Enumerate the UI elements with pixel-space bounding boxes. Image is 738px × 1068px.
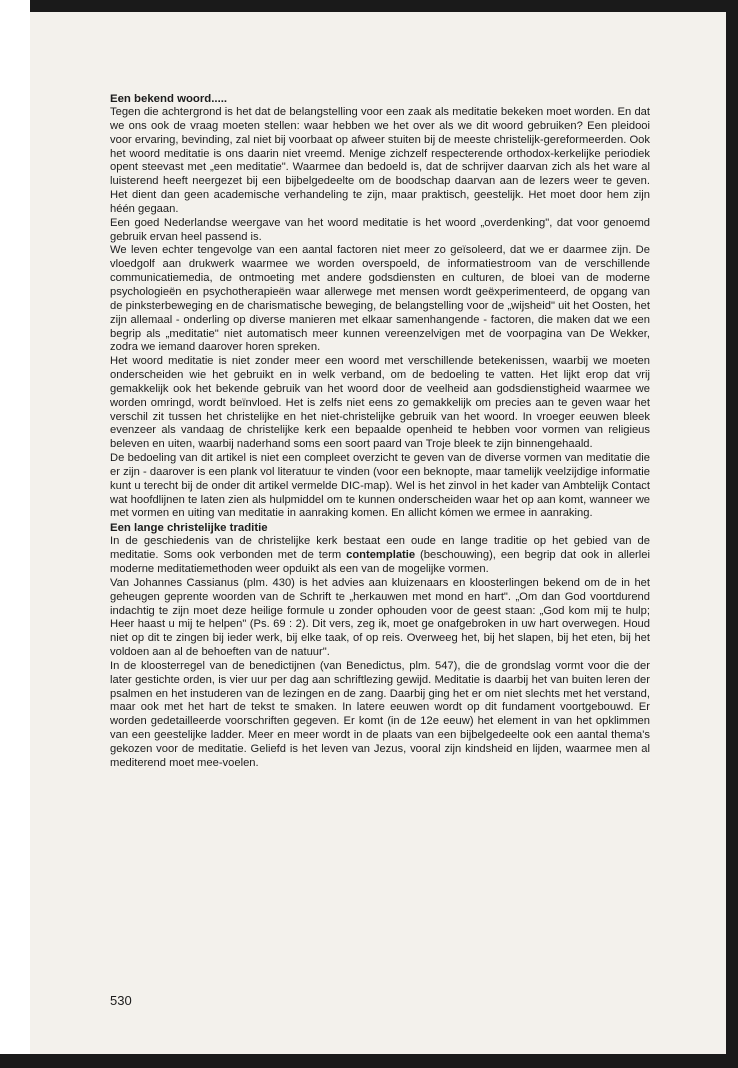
page-number: 530 [110, 993, 132, 1008]
paragraph: In de kloosterregel van de benedictijnen (van Benedictus, plm. 547), die de grondslag vormt voor die der later gestichte orden, is vier uur per dag aan schriftlezing gewijd. Meditatie is daarbij het van buiten leren der psalmen en het instuderen van de lezingen en de zang. Daarbij ging het er om niet slechts met het verstand, maar ook met het hart de tekst te smaken. In latere eeuwen wordt op dit fundament voortgebouwd. Er worden gedetailleerde voorschriften gegeven. Er komt (in de 12e eeuw) het element in van het opklimmen van een geestelijke ladder. Meer en meer wordt in de plaats van een bijbelgedeelte ook een aantal thema's gekozen voor de meditatie. Geliefd is het leven van Jezus, vooral zijn kindsheid en lijden, waarmee men al mediterend moet mee-voelen. [110, 659, 650, 769]
paragraph: Van Johannes Cassianus (plm. 430) is het advies aan kluizenaars en kloosterlingen bekend om de in het geheugen geprente woorden van de Schrift te „herkauwen met mond en hart". „Om dan God voortdurend indachtig te zijn moet deze heilige formule u zonder ophouden voor de geest staan: „God kom mij te hulp; Heer haast u mij te helpen" (Ps. 69 : 2). Dit vers, zeg ik, moet ge onafgebroken in uw hart overwegen. Houd niet op dit te zingen bij ieder werk, bij elke taak, of op reis. Overweeg het, bij het slapen, bij het eten, bij het voldoen aan al de behoeften van de natuur". [110, 576, 650, 659]
paragraph: Tegen die achtergrond is het dat de belangstelling voor een zaak als meditatie bekeken moet worden. En dat we ons ook de vraag moeten stellen: waar hebben we het over als we dit woord gebruiken? Een pleidooi voor ervaring, bevinding, zal niet bij voorbaat op afweer stuiten bij de meeste christelijk-gereformeerden. Ook het woord meditatie is ons daarin niet vreemd. Menige zichzelf respecterende orthodox-kerkelijke periodiek opent steevast met „een meditatie". Waarmee dan bedoeld is, dat de schrijver daarvan zich als het ware al luisterend heeft neergezet bij een bijbelgedeelte om de boodschap daarvan aan de lezers weer te geven. Het dient dan geen academische verhandeling te zijn, maar praktisch, geestelijk. Het moet door hem zijn héén gegaan. [110, 106, 650, 215]
paragraph-text: (beschouwing), een begrip dat ook in allerlei moderne meditatiemethoden weer opduikt als een van de mogelijke vormen. [110, 549, 650, 575]
paragraph: Het woord meditatie is niet zonder meer een woord met verschillende betekenissen, waarbij we moeten onderscheiden wie het gebruikt en in welk verband, om de bedoeling te vatten. Het lijkt erop dat vrij gemakkelijk ook het bekende gebruik van het woord door de veelheid aan godsdienstigheid waarmee we worden omringd, wordt beïnvloed. Het is zelfs niet eens zo gemakkelijk om precies aan te geven waar het verschil zit tussen het christelijke en het niet-christelijke gebruik van het woord. In vroeger eeuwen bleek evenzeer als vandaag de christelijke kerk een bepaalde openheid te hebben voor vormen van religieus beleven en uiten, waarbij naderhand soms een soort paard van Troje bleek te zijn binnengehaald. [110, 355, 650, 451]
scan-margin-left [0, 0, 30, 1068]
bold-term: contemplatie [346, 549, 416, 562]
paragraph: We leven echter tengevolge van een aantal factoren niet meer zo geïsoleerd, dat we er daarmee zijn. De vloedgolf aan drukwerk waarmee we worden overspoeld, de informatiestroom van de verschillende communicatiemedia, de ontmoeting met andere godsdiensten en culturen, de bloei van de moderne psychologieën en psychotherapieën waar allerwege met mensen wordt geëxperimenteerd, de opgang van de pinksterbeweging en de charismatische beweging, de belangstelling voor de „wijsheid" uit het Oosten, het zijn allemaal - onderling op diverse manieren met elkaar samenhangende - factoren, die maken dat we een begrip als „meditatie" niet automatisch meer kunnen vereenzelvigen met de voorpagina van De Wekker, zodra we iemand daarover horen spreken. [110, 244, 650, 354]
scan-border-right [726, 0, 738, 1068]
section-heading-bekend-woord: Een bekend woord..... [110, 93, 228, 105]
paragraph: De bedoeling van dit artikel is niet een compleet overzicht te geven van de diverse vormen van meditatie die er zijn - daarover is een plank vol literatuur te vinden (voor een beknopte, maar tamelijk veelzijdige informatie kunt u terecht bij de onder dit artikel vermelde DIC-map). Wel is het zinvol in het kader van Ambtelijk Contact wat hoofdlijnen te laten zien als hulpmiddel om te kunnen onderscheiden waar het op aan komt, wanneer we met vormen en uiting van meditatie in aanraking komen. En allicht kómen we ermee in aanraking. [110, 452, 650, 520]
paragraph-text: In de geschiedenis van de christelijke kerk bestaat een oude en lange traditie op het gebied van de meditatie. Soms ook verbonden met de term [110, 535, 650, 562]
scan-border-bottom [0, 1054, 738, 1068]
paragraph [110, 535, 650, 577]
scan-border-top [0, 0, 738, 12]
section-heading-christelijke-traditie: Een lange christelijke traditie [110, 522, 268, 535]
article-column [110, 92, 650, 771]
paragraph: Een goed Nederlandse weergave van het woord meditatie is het woord „overdenking", dat voor genoemd gebruik ervan heel passend is. [110, 216, 650, 243]
